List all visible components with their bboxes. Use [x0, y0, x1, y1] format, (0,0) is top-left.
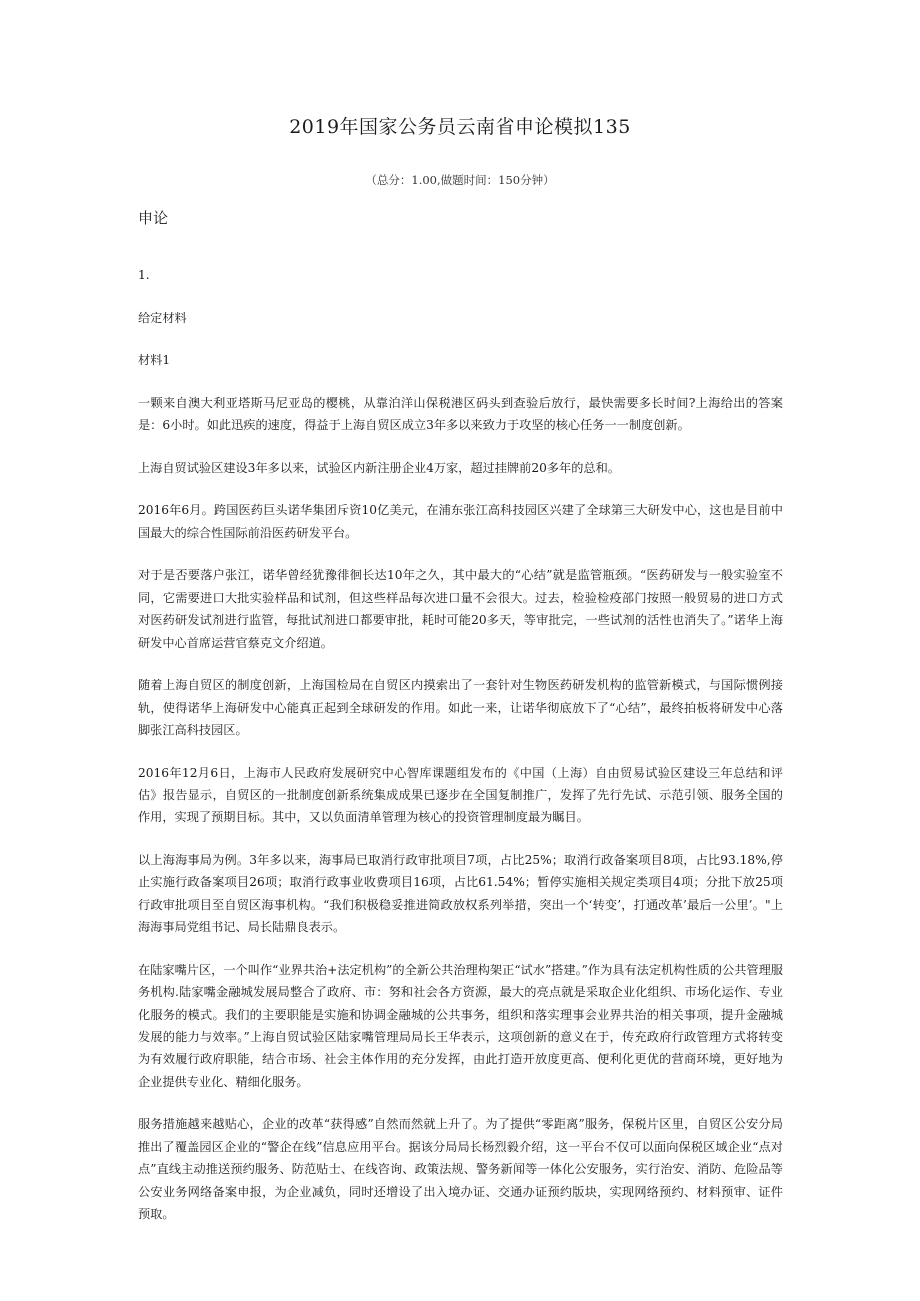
- material-heading: 给定材料: [138, 310, 187, 325]
- exam-meta: （总分：1.00,做题时间：150分钟）: [365, 173, 555, 187]
- paragraph: 2016年12月6日，上海市人民政府发展研究中心智库课题组发布的《中国（上海）自由贸易试验区建设三年总结和评估》报告显示，自贸区的一批制度创新系统集成成果已逐步在全国复制推广，发挥了先行先试、示范引领、服务全国的作用，实现了预期目标。其中，又以负面清单管理为核心的投资管理制度最为瞩目。: [138, 765, 783, 825]
- paragraph: 上海自贸试验区建设3年多以来，试验区内新注册企业4万家，超过挂牌前20多年的总和。: [138, 460, 620, 475]
- paragraph: 以上海海事局为例。3年多以来，海事局已取消行政审批项目7项，占比25%；取消行政备案项目8项，占比93.18%,停止实施行政备案项目26项；取消行政事业收费项目16项，占比61.54%；暂停实施相关规定类项目4项；分批下放25项行政审批项目至自贸区海事机构。“我们积极稳妥推进简政放权系列举措，突出一个‘转变’，打通改革’最后一公里’。"上海海事局党组书记、局长陆鼎良表示。: [138, 853, 783, 935]
- paragraph: 在陆家嘴片区，一个叫作“业界共治+法定机构”的全新公共治理构架正“试水”搭建。”作为具有法定机构性质的公共管理服务机构.陆家嘴金融城发展局整合了政府、市：努和社会各方资源，最大的亮点就是采取企业化组织、市场化运作、专业化服务的模式。我们的主要职能是实施和协调金融城的公共事务，组织和落实理事会业界共治的相关事项，提升金融城发展的能力与效率。”上海自贸试验区陆家嘴管理局局长王华表示，这项创新的意义在于，传充政府行政管理方式将转变为有效履行政府职能，结合市场、社会主体作用的充分发挥，由此打造开放度更高、便利化更优的营商环境，更好地为企业提供专业化、精细化服务。: [138, 962, 783, 1089]
- material-label: 材料1: [138, 353, 171, 368]
- paragraph: 随着上海自贸区的制度创新，上海国检局在自贸区内摸索出了一套针对生物医药研发机构的监管新模式，与国际惯例接轨，使得诺华上海研发中心能真正起到全球研发的作用。如此一来，让诺华彻底放下了“心结”，最终拍板将研发中心落脚张江高科技园区。: [138, 678, 783, 737]
- paragraph: 一颗来自澳大利亚塔斯马尼亚岛的樱桃，从靠泊洋山保税港区码头到查验后放行，最快需要多长时间?上海给出的答案是：6小时。如此迅疾的速度，得益于上海自贸区成立3年多以来致力于攻坚的核心任务一一制度创新。: [138, 395, 783, 433]
- paragraph: 2016年6月。跨国医药巨头诺华集团斥资10亿美元，在浦东张江高科技园区兴建了全球第三大研发中心，这也是目前中国最大的综合性国际前沿医药研发平台。: [138, 503, 783, 540]
- paragraph: 服务措施越来越贴心，企业的改革“获得感”自然而然就上升了。为了提供“零距离”服务，保税片区里，自贸区公安分局推出了覆盖园区企业的“警企在线”信息应用平台。据该分局局长杨烈毅介绍，这一平台不仅可以面向保税区域企业“点对点”直线主动推送预约服务、防范贴士、在线咨询、政策法规、警务新闻等一体化公安服务，实行治安、消防、危险品等公安业务网络备案申报，为企业减负，同时还增设了出入境办证、交通办证预约版块，实现网络预约、材料预审、证件预取。: [138, 1117, 783, 1222]
- section-heading: 申论: [138, 209, 169, 227]
- paragraph: 对于是否要落户张江，诺华曾经犹豫徘徊长达10年之久，其中最大的“心结”就是监管瓶颈。“医药研发与一般实验室不同，它需要进口大批实验样品和试剂，但这些样品每次进口量不会很大。过去，检验检疫部门按照一般贸易的进口方式对医药研发试剂进行监管，每批试剂进口都要审批，耗时可能20多天，等审批完，一些试剂的活性也消失了。”诺华上海研发中心首席运营官蔡克文介绍道。: [138, 568, 783, 650]
- question-number: 1.: [138, 268, 150, 282]
- document-body: [138, 264, 783, 1246]
- document-title: 2019年国家公务员云南省申论模拟135: [289, 116, 631, 138]
